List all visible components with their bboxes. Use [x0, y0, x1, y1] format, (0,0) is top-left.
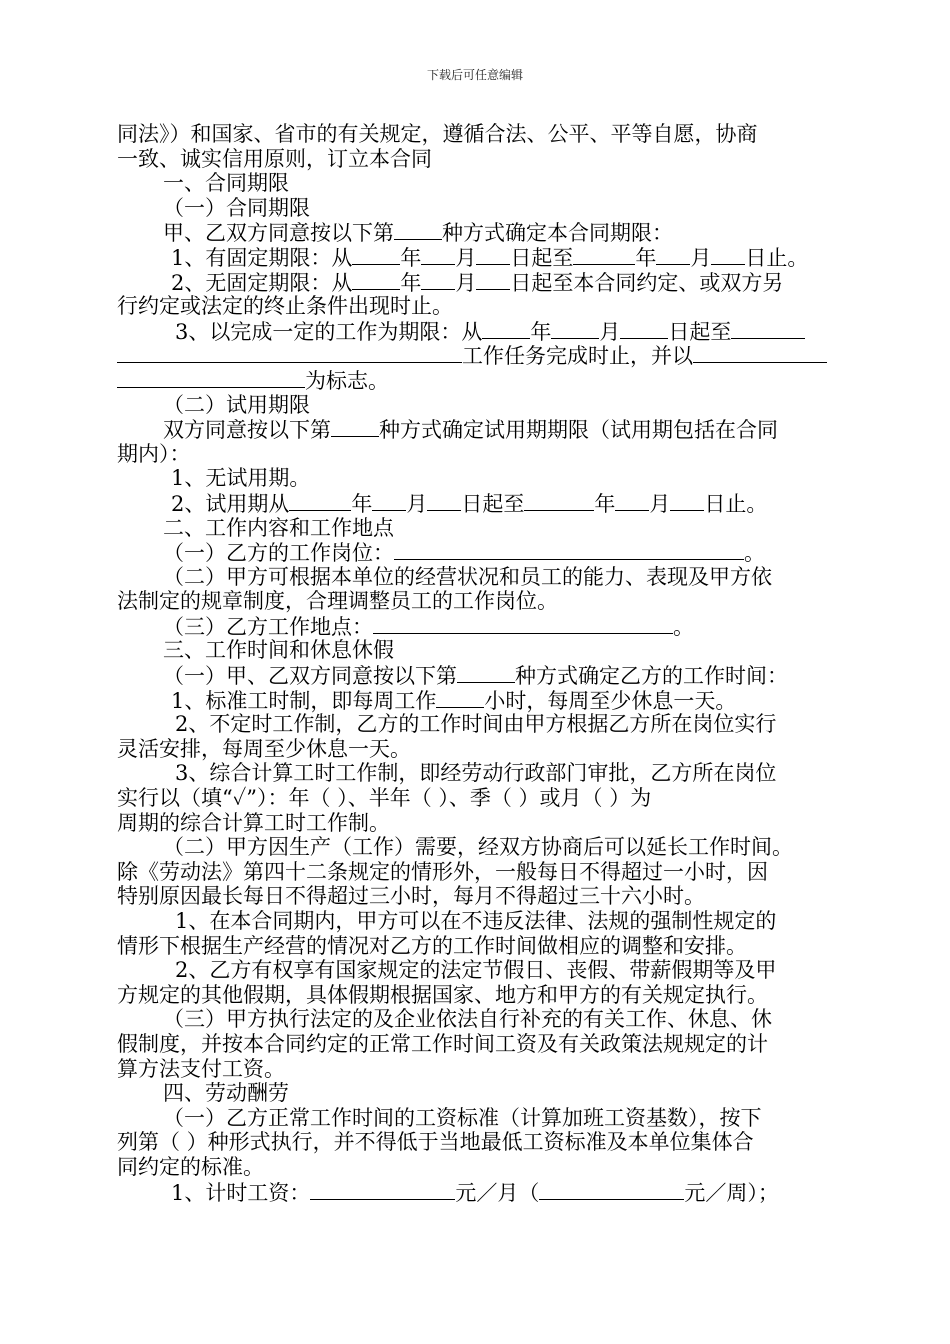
text: 年 [400, 270, 422, 295]
line [117, 786, 862, 811]
text: 2、不定时工作制，乙方的工作时间由甲方根据乙方所在岗位实行 [175, 712, 777, 737]
text: 2、试用期从 [171, 491, 290, 516]
blank-field[interactable] [117, 343, 462, 363]
line [117, 884, 862, 909]
text: 年 [530, 319, 552, 344]
line [117, 1007, 862, 1032]
line [117, 442, 862, 467]
text: 月 [599, 319, 621, 344]
text: 1、在本合同期内，甲方可以在不违反法律、法规的强制性规定的 [175, 909, 777, 933]
line [117, 811, 862, 836]
text: 为标志。 [305, 368, 389, 393]
blank-field[interactable] [620, 319, 668, 339]
section-heading [117, 638, 862, 663]
line [117, 712, 862, 737]
line [117, 417, 862, 442]
line [117, 147, 862, 172]
text: （三）乙方工作地点： [163, 614, 373, 639]
blank-field[interactable] [670, 491, 704, 511]
text: 1、标准工时制，即每周工作 [171, 688, 437, 713]
blank-field[interactable] [352, 270, 400, 290]
blank-field[interactable] [476, 245, 510, 265]
blank-field[interactable] [331, 417, 379, 437]
blank-field[interactable] [573, 245, 635, 265]
text: （二）试用期限 [163, 392, 310, 417]
text: 甲、乙双方同意按以下第 [163, 221, 394, 246]
line [117, 319, 862, 344]
text: （二）甲方因生产（工作）需要，经双方协商后可以延长工作时间。 [163, 835, 793, 860]
line [117, 294, 862, 319]
text: 小时，每周至少休息一天。 [484, 688, 737, 713]
section-heading [117, 171, 862, 196]
section-heading [117, 516, 862, 541]
text: 3、综合计算工时工作制，即经劳动行政部门审批，乙方所在岗位 [175, 761, 777, 786]
line [117, 270, 862, 295]
section-heading [117, 1081, 862, 1106]
text: 法制定的规章制度，合理调整员工的工作岗位。 [117, 589, 558, 614]
text: 1、计时工资： [171, 1180, 311, 1205]
text: 元／周）； [684, 1180, 779, 1205]
line [117, 122, 862, 147]
text: 列第（ ）种形式执行，并不得低于当地最低工资标准及本单位集体合 [117, 1130, 754, 1155]
page-header: 下载后可任意编辑 [426, 68, 523, 82]
blank-field[interactable] [482, 319, 530, 339]
blank-field[interactable] [427, 491, 461, 511]
blank-field[interactable] [310, 1180, 455, 1200]
text: 2、乙方有权享有国家规定的法定节假日、丧假、带薪假期等及甲 [175, 958, 777, 983]
text: 四、劳动酬劳 [163, 1081, 289, 1106]
text: 实行以（填“✓”）：年（ ）、半年（ ）、季（ ）或月（ ）为 [117, 786, 652, 811]
text: （三）甲方执行法定的及企业依法自行补充的有关工作、休息、休 [163, 1007, 772, 1032]
blank-field[interactable] [731, 319, 805, 339]
text: 月 [406, 491, 428, 516]
text: 种方式确定本合同期限： [442, 221, 673, 246]
blank-field[interactable] [394, 540, 744, 560]
text: 日起至 [461, 491, 525, 516]
line [117, 343, 862, 368]
text: 元／月（ [455, 1180, 540, 1205]
text: 种方式确定乙方的工作时间： [515, 664, 788, 689]
line [117, 1130, 862, 1155]
line [117, 958, 862, 983]
text: （一）甲、乙双方同意按以下第 [163, 664, 457, 689]
text: （一）乙方正常工作时间的工资标准（计算加班工资基数），按下 [163, 1105, 762, 1130]
line [117, 589, 862, 614]
line [117, 1180, 862, 1205]
line [117, 220, 862, 245]
text: 年 [400, 245, 422, 270]
blank-field[interactable] [551, 319, 599, 339]
text: 三、工作时间和休息休假 [163, 638, 394, 663]
text: 。 [744, 541, 765, 566]
line [117, 1106, 862, 1131]
line [117, 1032, 862, 1057]
line [117, 565, 862, 590]
line [117, 1155, 862, 1180]
text: 。 [673, 614, 694, 639]
text: 方规定的其他假期，具体假期根据国家、地方和甲方的有关规定执行。 [117, 982, 768, 1007]
text: 3、以完成一定的工作为期限：从 [175, 319, 483, 344]
text: 年 [351, 491, 373, 516]
line [117, 737, 862, 762]
text: 灵活安排，每周至少休息一天。 [117, 736, 411, 761]
blank-field[interactable] [693, 343, 827, 363]
subsection-heading [117, 393, 862, 418]
blank-field[interactable] [711, 245, 745, 265]
text: 双方同意按以下第 [163, 418, 331, 443]
blank-field[interactable] [656, 245, 690, 265]
text: 年 [635, 245, 657, 270]
subsection-heading [117, 196, 862, 221]
blank-field[interactable] [373, 614, 673, 634]
blank-field[interactable] [421, 245, 455, 265]
text: 年 [594, 491, 616, 516]
blank-field[interactable] [436, 688, 484, 708]
line [117, 663, 862, 688]
blank-field[interactable] [394, 220, 442, 240]
text: 月 [649, 491, 671, 516]
line [117, 983, 862, 1008]
text: 一致、诚实信用原则，订立本合同 [117, 146, 432, 171]
text: 同约定的标准。 [117, 1154, 264, 1179]
text: 算方法支付工资。 [117, 1056, 285, 1081]
line [117, 934, 862, 959]
blank-field[interactable] [421, 270, 455, 290]
line [117, 540, 862, 565]
text: 月 [455, 270, 477, 295]
blank-field[interactable] [117, 368, 305, 388]
text: 2、无固定期限：从 [171, 270, 353, 295]
text: 日起至 [668, 319, 732, 344]
blank-field[interactable] [289, 491, 351, 511]
blank-field[interactable] [352, 245, 400, 265]
line [117, 909, 862, 934]
blank-field[interactable] [476, 270, 510, 290]
text: 一、合同期限 [163, 171, 289, 196]
line [117, 761, 862, 786]
text: 月 [455, 245, 477, 270]
text: 周期的综合计算工时工作制。 [117, 810, 390, 835]
text: 日止。 [704, 491, 768, 516]
text: 同法》）和国家、省市的有关规定，遵循合法、公平、平等自愿，协商 [117, 122, 758, 146]
line [117, 1057, 862, 1082]
line [117, 835, 862, 860]
blank-field[interactable] [539, 1180, 684, 1200]
contract-body [117, 122, 862, 1204]
text: 期内）： [117, 441, 191, 466]
text: （二）甲方可根据本单位的经营状况和员工的能力、表现及甲方依 [163, 564, 772, 589]
blank-field[interactable] [457, 663, 515, 683]
blank-field[interactable] [372, 491, 406, 511]
blank-field[interactable] [524, 491, 594, 511]
text: 情形下根据生产经营的情况对乙方的工作时间做相应的调整和安排。 [117, 933, 747, 958]
text: 日止。 [745, 245, 809, 270]
text: 种方式确定试用期期限（试用期包括在合同 [379, 418, 778, 443]
text: 日起至本合同约定、或双方另 [510, 270, 784, 295]
text: 工作任务完成时止，并以 [462, 344, 693, 369]
line [117, 245, 862, 270]
line [117, 368, 862, 393]
text: 特别原因最长每日不得超过三小时，每月不得超过三十六小时。 [117, 884, 705, 909]
text: 1、有固定期限：从 [171, 245, 353, 270]
text: 除《劳动法》第四十二条规定的情形外，一般每日不得超过一小时，因 [117, 859, 768, 884]
text: （一）乙方的工作岗位： [163, 541, 394, 566]
line [117, 491, 862, 516]
text: （一）合同期限 [163, 195, 310, 220]
text: 二、工作内容和工作地点 [163, 515, 394, 540]
text: 日起至 [510, 245, 574, 270]
line [117, 860, 862, 885]
line [117, 614, 862, 639]
text: 1、无试用期。 [171, 466, 311, 491]
text: 月 [690, 245, 712, 270]
text: 行约定或法定的终止条件出现时止。 [117, 294, 453, 319]
text: 假制度，并按本合同约定的正常工作时间工资及有关政策法规规定的计 [117, 1031, 768, 1056]
line [117, 688, 862, 713]
line [117, 466, 862, 491]
blank-field[interactable] [615, 491, 649, 511]
